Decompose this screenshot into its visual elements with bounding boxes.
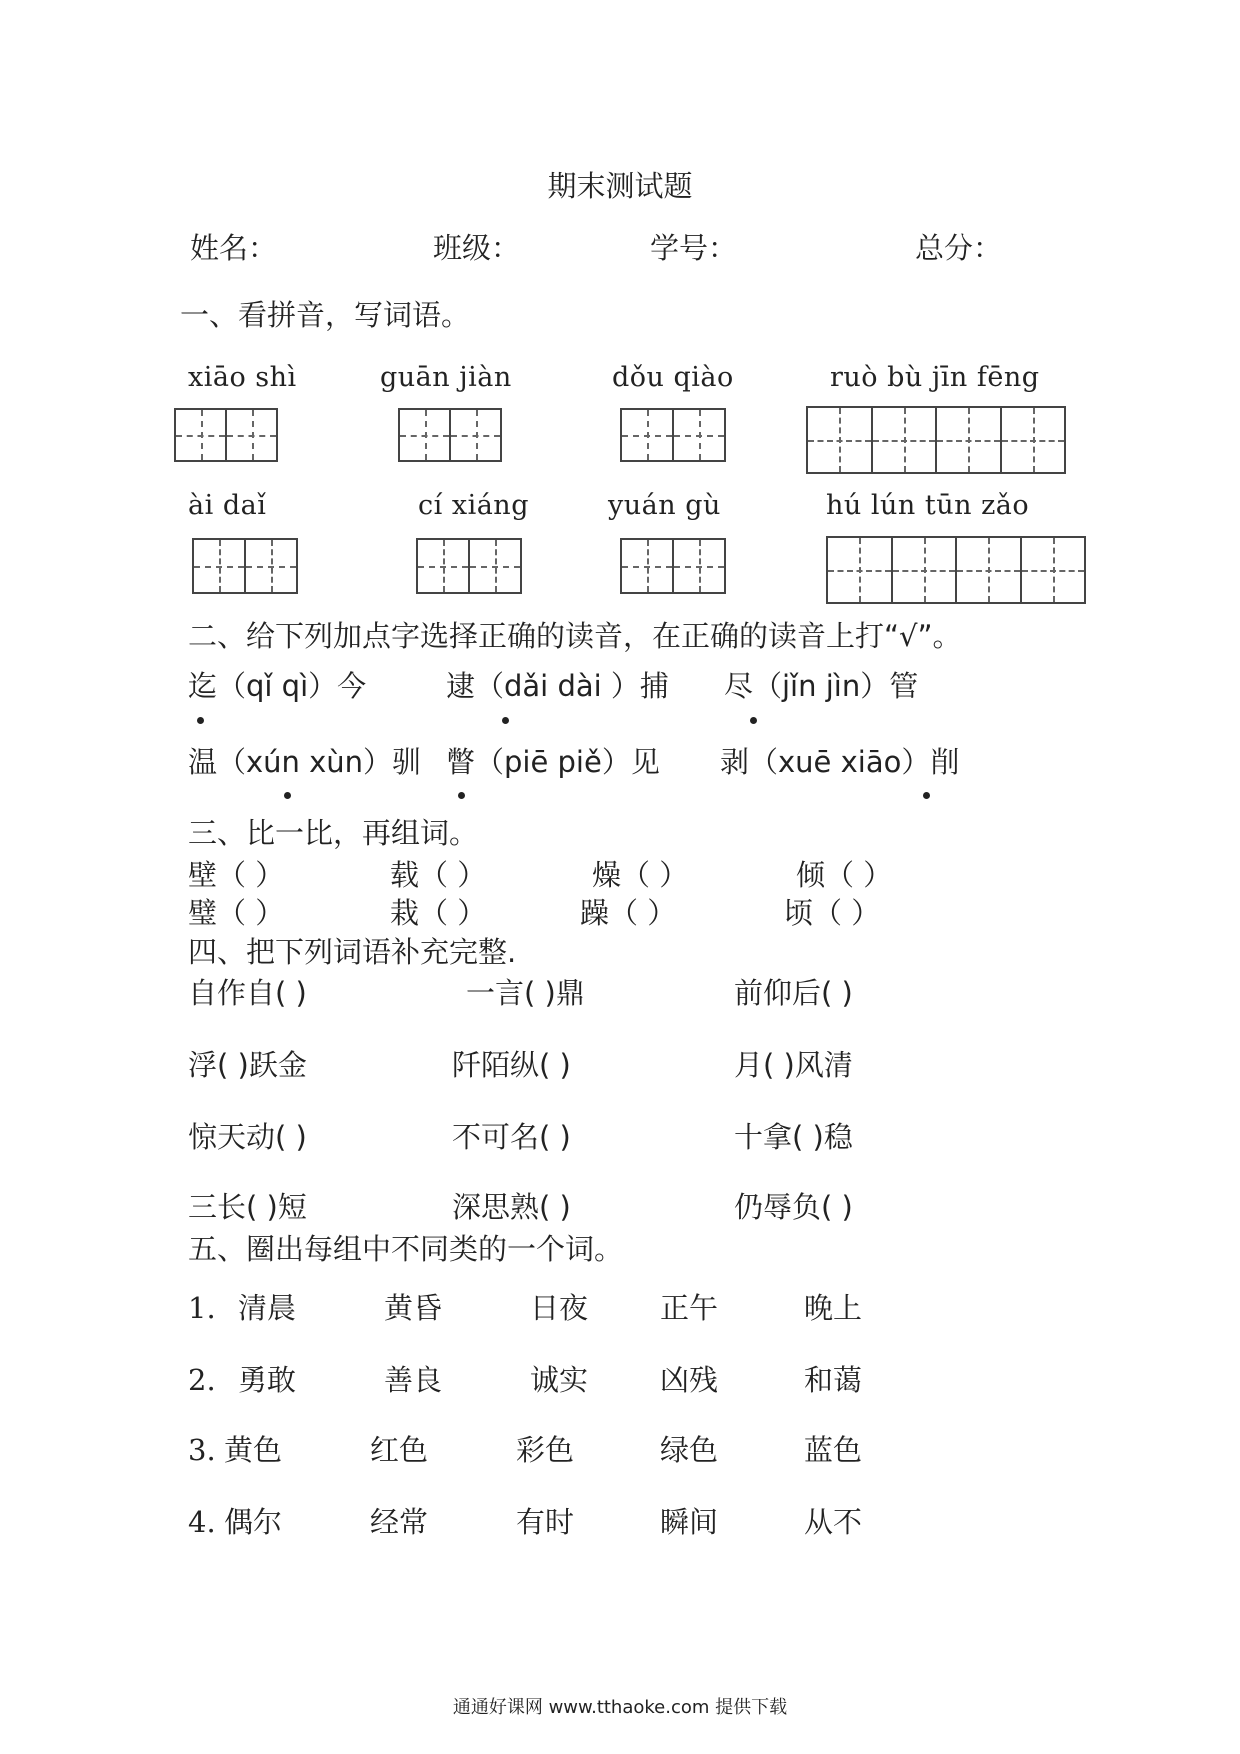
score-field-label: 总分：: [915, 231, 1003, 265]
compare-item: 顷（ ）: [784, 896, 881, 930]
pinyin-label: guān jiàn: [380, 362, 512, 393]
row-number: 3.: [188, 1433, 216, 1467]
section-1-heading: 一、看拼音，写词语。: [180, 298, 471, 332]
word-option[interactable]: 清晨: [238, 1291, 297, 1325]
section-3-heading: 三、比一比，再组词。: [188, 816, 479, 850]
word-option[interactable]: 绿色: [660, 1433, 719, 1467]
writing-grid[interactable]: [806, 406, 1066, 474]
compare-item: 栽（ ）: [390, 896, 487, 930]
compare-item: 壁（ ）: [188, 858, 285, 892]
word-option[interactable]: 黄色: [224, 1433, 283, 1467]
pronunciation-item: 温（xún xùn）驯: [188, 745, 422, 779]
pinyin-label: hú lún tūn zǎo: [826, 490, 1030, 521]
pinyin-label: cí xiáng: [418, 490, 529, 521]
pronunciation-item: 逮（dǎi dài ）捕: [446, 669, 669, 703]
pinyin-label: ài daǐ: [188, 490, 267, 521]
word-option[interactable]: 彩色: [516, 1433, 575, 1467]
pinyin-label: dǒu qiào: [612, 362, 734, 393]
word-option[interactable]: 正午: [660, 1291, 719, 1325]
idiom-item: 前仰后( ): [734, 976, 853, 1010]
pronunciation-item: 迄（qǐ qì）今: [188, 669, 367, 703]
word-option[interactable]: 有时: [516, 1505, 575, 1539]
writing-grid[interactable]: [192, 538, 298, 594]
section-2-heading: 二、给下列加点字选择正确的读音，在正确的读音上打“√”。: [188, 619, 962, 653]
section-5-heading: 五、圈出每组中不同类的一个词。: [188, 1232, 624, 1266]
compare-item: 躁（ ）: [580, 896, 677, 930]
writing-grid[interactable]: [174, 408, 278, 462]
emphasis-dot-icon: [502, 717, 509, 724]
idiom-item: 月( )风清: [734, 1048, 853, 1082]
word-option[interactable]: 诚实: [530, 1363, 589, 1397]
word-option[interactable]: 经常: [370, 1505, 429, 1539]
idiom-item: 仍辱负( ): [734, 1190, 853, 1224]
row-number: 4.: [188, 1505, 216, 1539]
word-option[interactable]: 红色: [370, 1433, 429, 1467]
word-option[interactable]: 蓝色: [804, 1433, 863, 1467]
word-option[interactable]: 凶残: [660, 1363, 719, 1397]
word-option[interactable]: 和蔼: [804, 1363, 863, 1397]
writing-grid[interactable]: [620, 408, 726, 462]
pinyin-label: xiāo shì: [188, 362, 297, 393]
pinyin-label: yuán gù: [608, 490, 721, 521]
compare-item: 倾（ ）: [796, 858, 893, 892]
writing-grid[interactable]: [826, 536, 1086, 604]
class-field-label: 班级：: [433, 231, 521, 265]
idiom-item: 阡陌纵( ): [452, 1048, 571, 1082]
pronunciation-item: 瞥（piē piě）见: [446, 745, 660, 779]
row-number: 2.: [188, 1363, 216, 1397]
writing-grid[interactable]: [416, 538, 522, 594]
word-option[interactable]: 黄昏: [384, 1291, 443, 1325]
section-4-heading: 四、把下列词语补充完整.: [188, 935, 517, 969]
pronunciation-item: 剥（xuē xiāo）削: [720, 745, 960, 779]
word-option[interactable]: 善良: [384, 1363, 443, 1397]
page-title: 期末测试题: [547, 169, 693, 203]
pronunciation-item: 尽（jǐn jìn）管: [724, 669, 919, 703]
word-option[interactable]: 勇敢: [238, 1363, 297, 1397]
idiom-item: 不可名( ): [452, 1120, 571, 1154]
compare-item: 燥（ ）: [592, 858, 689, 892]
word-option[interactable]: 日夜: [530, 1291, 589, 1325]
idiom-item: 一言( )鼎: [466, 976, 585, 1010]
idiom-item: 惊天动( ): [188, 1120, 307, 1154]
pinyin-label: ruò bù jīn fēng: [830, 362, 1040, 393]
word-option[interactable]: 瞬间: [660, 1505, 719, 1539]
compare-item: 璧（ ）: [188, 896, 285, 930]
emphasis-dot-icon: [197, 717, 204, 724]
idiom-item: 深思熟( ): [452, 1190, 571, 1224]
compare-item: 载（ ）: [390, 858, 487, 892]
page-footer: 通通好课网 www.tthaoke.com 提供下载: [452, 1697, 788, 1718]
idiom-item: 自作自( ): [188, 976, 307, 1010]
number-field-label: 学号：: [650, 231, 738, 265]
idiom-item: 十拿( )稳: [734, 1120, 853, 1154]
emphasis-dot-icon: [284, 792, 291, 799]
row-number: 1.: [188, 1291, 216, 1325]
emphasis-dot-icon: [923, 792, 930, 799]
idiom-item: 三长( )短: [188, 1190, 307, 1224]
word-option[interactable]: 偶尔: [224, 1505, 283, 1539]
word-option[interactable]: 从不: [804, 1505, 863, 1539]
writing-grid[interactable]: [398, 408, 502, 462]
writing-grid[interactable]: [620, 538, 726, 594]
idiom-item: 浮( )跃金: [188, 1048, 307, 1082]
emphasis-dot-icon: [750, 717, 757, 724]
name-field-label: 姓名：: [190, 231, 278, 265]
emphasis-dot-icon: [458, 792, 465, 799]
word-option[interactable]: 晚上: [804, 1291, 863, 1325]
